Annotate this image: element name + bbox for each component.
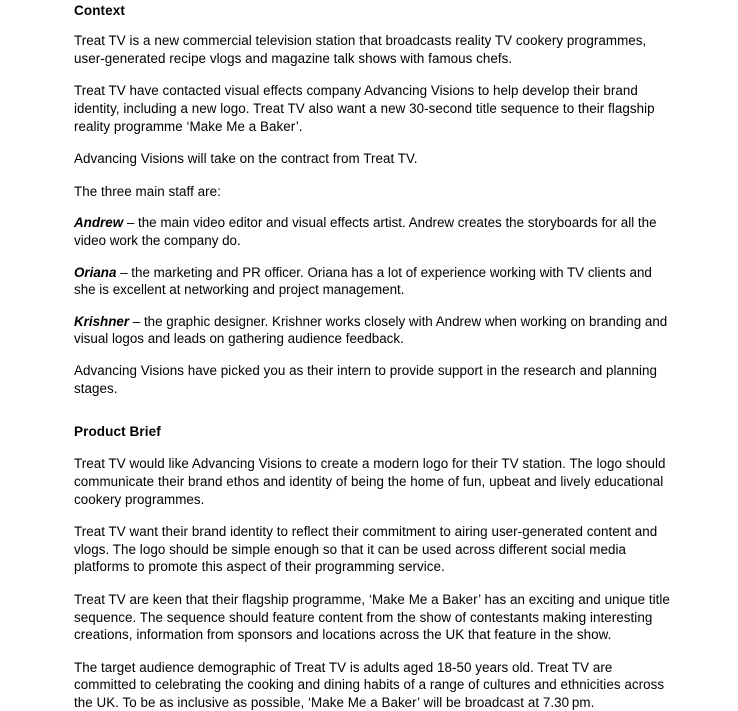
context-closing-paragraph: Advancing Visions have picked you as their intern to provide support in the research and planning stages. — [74, 362, 657, 396]
staff-description-andrew: – the main video editor and visual effects artist. Andrew creates the storyboards for all the video work the company do. — [74, 215, 657, 248]
section-heading-context: Context — [74, 3, 125, 18]
staff-entry-oriana — [74, 264, 674, 299]
staff-name-oriana: Oriana — [74, 264, 117, 280]
context-paragraph-4: The three main staff are: — [74, 183, 221, 199]
context-paragraph-3: Advancing Visions will take on the contract from Treat TV. — [74, 151, 418, 167]
context-paragraph-2: Treat TV have contacted visual effects company Advancing Visions to help develop their brand identity, including a new logo. Treat TV also want a new 30-second title sequence to their flagship reality programme ‘Make Me a Baker’. — [74, 83, 655, 134]
staff-description-krishner: – the graphic designer. Krishner works closely with Andrew when working on branding and visual logos and leads on gathering audience feedback. — [74, 313, 668, 347]
staff-name-krishner: Krishner — [74, 313, 130, 329]
staff-entry-andrew — [74, 214, 674, 249]
product-brief-paragraph-1: Treat TV would like Advancing Visions to create a modern logo for their TV station. The logo should communicate their brand ethos and identity of being the home of fun, upbeat and lively educational cookery programmes. — [74, 456, 666, 507]
product-brief-paragraph-3: Treat TV are keen that their flagship programme, ‘Make Me a Baker’ has an exciting and unique title sequence. The sequence should feature content from the show of contestants making interesting creations, information from sponsors and locations across the UK that feature in the show. — [74, 591, 670, 643]
staff-description-oriana: – the marketing and PR officer. Oriana has a lot of experience working with TV clients and she is excellent at networking and project management. — [74, 264, 652, 298]
section-heading-product-brief: Product Brief — [74, 424, 161, 440]
staff-name-andrew: Andrew — [74, 215, 124, 231]
context-paragraph-1: Treat TV is a new commercial television station that broadcasts reality TV cookery programmes, user-generated recipe vlogs and magazine talk shows with famous chefs. — [74, 33, 647, 66]
product-brief-paragraph-4: The target audience demographic of Treat TV is adults aged 18-50 years old. Treat TV are committed to celebrating the cooking and dining habits of a range of cultures and ethnicities across the UK. To be as inclusive as possible, ‘Make Me a Baker’ will be broadcast at 7.30 pm. — [74, 659, 665, 710]
document-body — [74, 0, 674, 711]
product-brief-paragraph-2: Treat TV want their brand identity to reflect their commitment to airing user-generated content and vlogs. The logo should be simple enough so that it can be used across different social media platforms to promote this aspect of their programming service. — [74, 524, 658, 575]
staff-entry-krishner — [74, 313, 674, 348]
